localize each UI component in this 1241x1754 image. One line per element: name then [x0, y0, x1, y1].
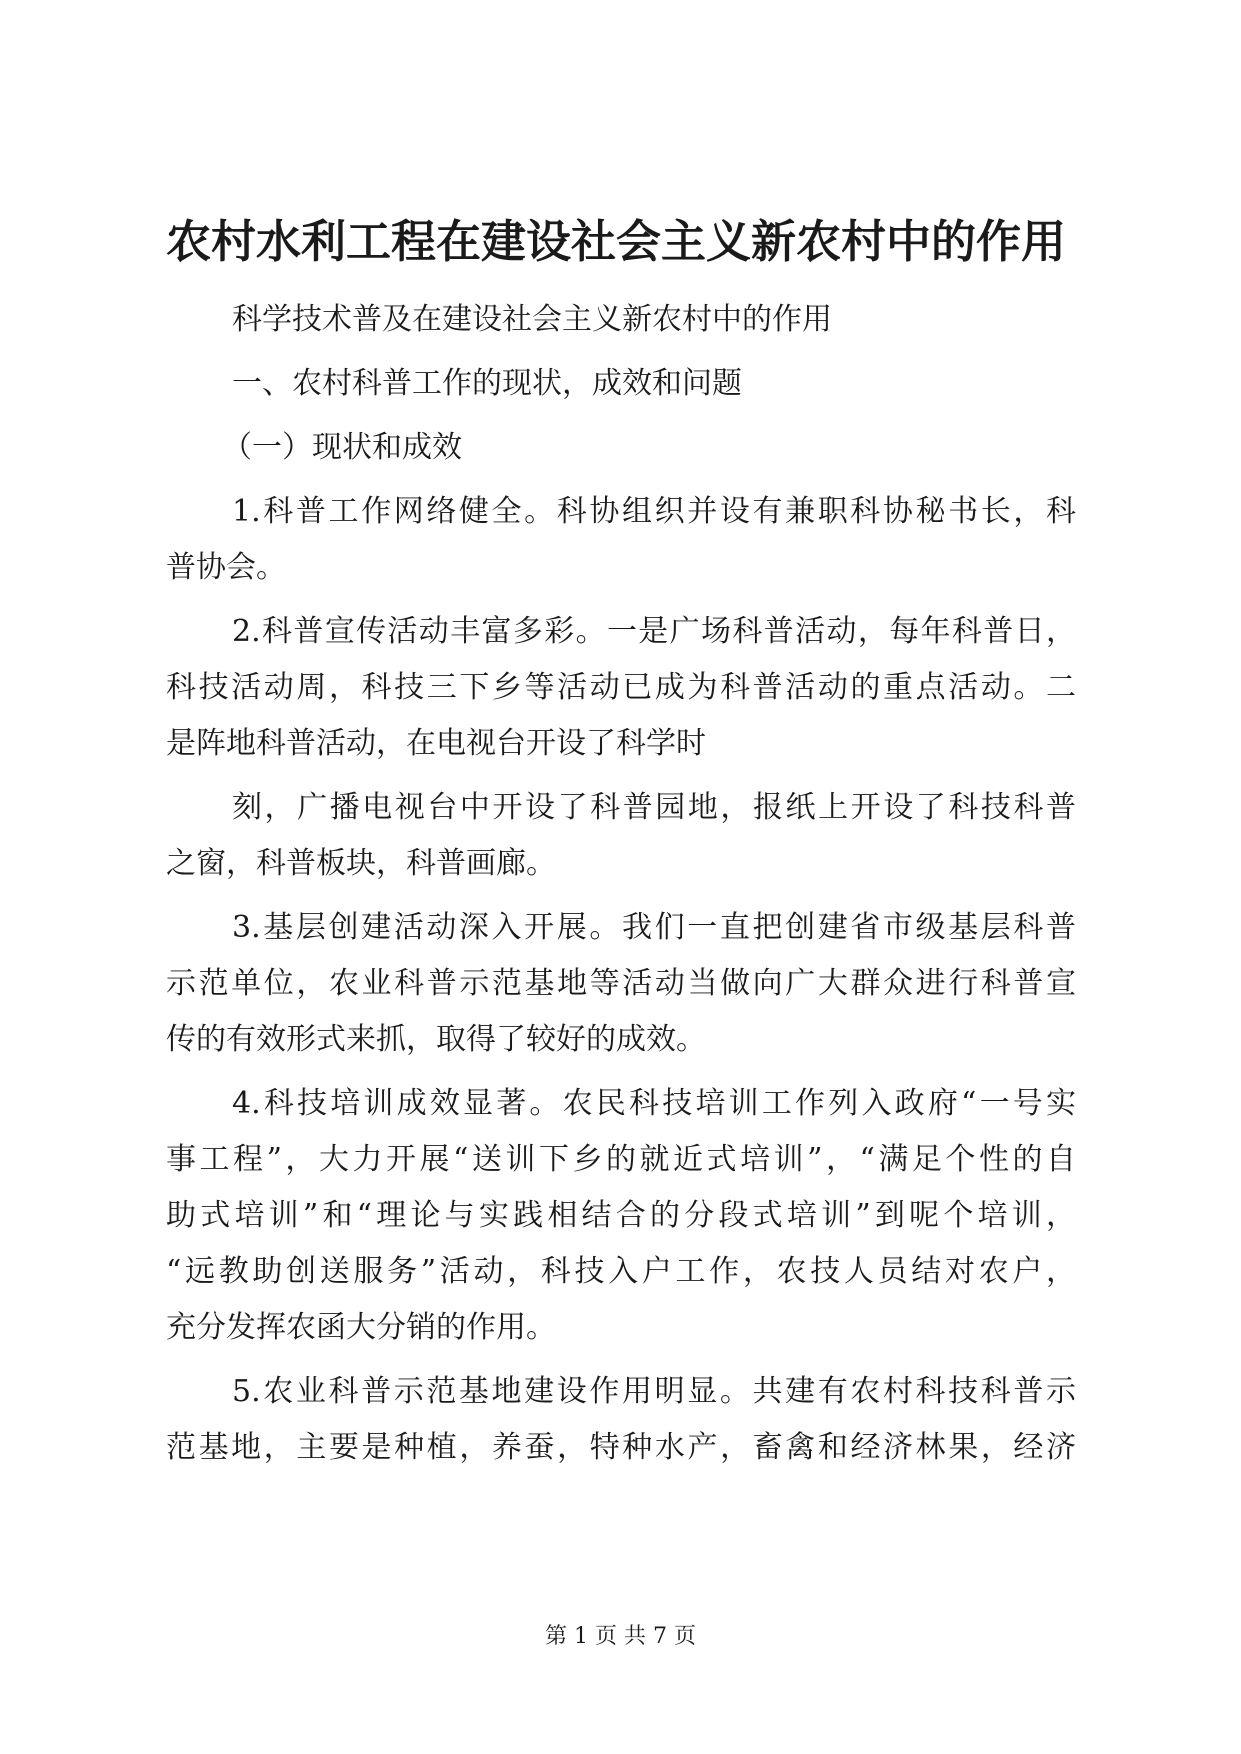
- paragraph-line: 是阵地科普活动，在电视台开设了科学时: [166, 726, 706, 761]
- section-heading: 一、农村科普工作的现状，成效和问题: [232, 366, 742, 401]
- paragraph-line: 5.农业科普示范基地建设作用明显。共建有农村科技科普示: [232, 1374, 1076, 1409]
- paragraph-line: 充分发挥农函大分销的作用。: [166, 1310, 556, 1345]
- paragraph-line: 助式培训”和“理论与实践相结合的分段式培训”到呢个培训，: [166, 1198, 1076, 1233]
- paragraph-line: 科技活动周，科技三下乡等活动已成为科普活动的重点活动。二: [166, 670, 1076, 705]
- paragraph-line: 范基地，主要是种植，养蚕，特种水产，畜禽和经济林果，经济: [166, 1430, 1076, 1465]
- subtitle-line: 科学技术普及在建设社会主义新农村中的作用: [232, 302, 832, 337]
- paragraph-line: 传的有效形式来抓，取得了较好的成效。: [166, 1022, 706, 1057]
- paragraph-line: 2.科普宣传活动丰富多彩。一是广场科普活动，每年科普日，: [232, 614, 1076, 649]
- paragraph-line: 普协会。: [166, 550, 286, 585]
- page-number-footer: 第 1 页 共 7 页: [545, 1624, 696, 1649]
- paragraph-line: 之窗，科普板块，科普画廊。: [166, 846, 556, 881]
- paragraph-line: 刻，广播电视台中开设了科普园地，报纸上开设了科技科普: [232, 790, 1076, 825]
- paragraph-line: 1.科普工作网络健全。科协组织并设有兼职科协秘书长，科: [232, 494, 1076, 529]
- paragraph-line: “远教助创送服务”活动，科技入户工作，农技人员结对农户，: [166, 1254, 1076, 1289]
- subsection-heading: （一）现状和成效: [222, 430, 462, 465]
- paragraph-line: 事工程”，大力开展“送训下乡的就近式培训”，“满足个性的自: [166, 1142, 1076, 1177]
- paragraph-line: 3.基层创建活动深入开展。我们一直把创建省市级基层科普: [232, 910, 1076, 945]
- paragraph-line: 4.科技培训成效显著。农民科技培训工作列入政府“一号实: [232, 1086, 1076, 1121]
- document-title: 农村水利工程在建设社会主义新农村中的作用: [166, 215, 1067, 268]
- paragraph-line: 示范单位，农业科普示范基地等活动当做向广大群众进行科普宣: [166, 966, 1076, 1001]
